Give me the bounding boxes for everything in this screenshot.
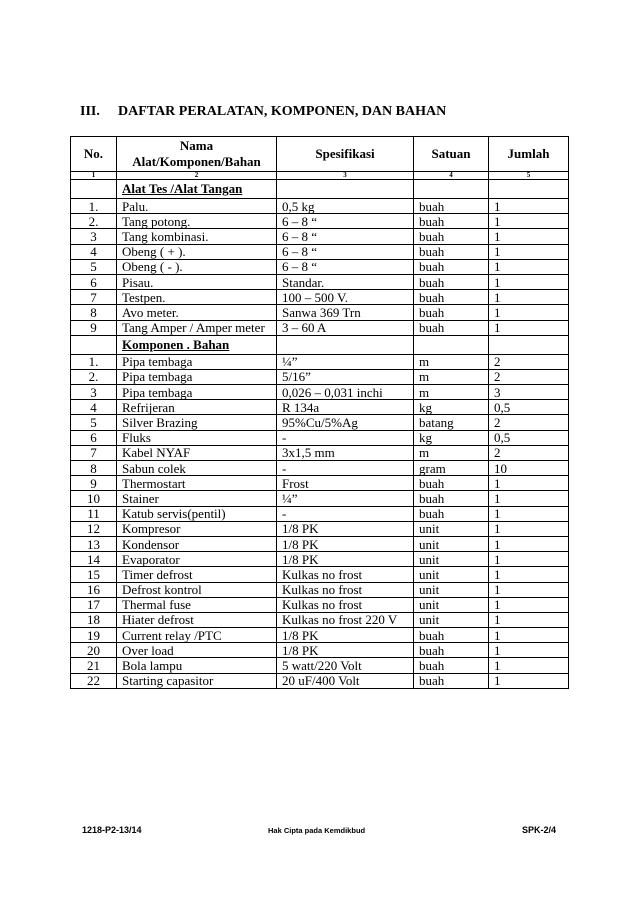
table-row xyxy=(71,229,569,244)
cell-jumlah: 1 xyxy=(489,244,569,259)
cell-jumlah: 2 xyxy=(489,369,569,384)
cell-satuan: kg xyxy=(414,400,489,415)
cell-spesifikasi: 5 watt/220 Volt xyxy=(277,658,414,673)
cell-no: 10 xyxy=(71,491,117,506)
table-row xyxy=(71,476,569,491)
table-row xyxy=(71,612,569,627)
cell-jumlah: 1 xyxy=(489,521,569,536)
cell-no: 9 xyxy=(71,320,117,335)
cell-no: 13 xyxy=(71,536,117,551)
cell-satuan: m xyxy=(414,445,489,460)
cell-no: 1. xyxy=(71,354,117,369)
cell-satuan: unit xyxy=(414,536,489,551)
table-row xyxy=(71,415,569,430)
cell-nama: Starting capasitor xyxy=(117,673,277,688)
cell-no: 14 xyxy=(71,552,117,567)
cell-jumlah: 1 xyxy=(489,305,569,320)
cell-satuan: buah xyxy=(414,628,489,643)
cell-no: 2. xyxy=(71,214,117,229)
cell-jumlah: 1 xyxy=(489,199,569,214)
cell-nama: Pipa tembaga xyxy=(117,354,277,369)
cell-satuan: buah xyxy=(414,259,489,274)
cell-spesifikasi: Kulkas no frost xyxy=(277,567,414,582)
cell-jumlah: 1 xyxy=(489,536,569,551)
cell-jumlah: 1 xyxy=(489,290,569,305)
cell-nama: Hiater defrost xyxy=(117,612,277,627)
cell-spesifikasi: 6 – 8 “ xyxy=(277,229,414,244)
cell-jumlah: 10 xyxy=(489,461,569,476)
cell-satuan: buah xyxy=(414,491,489,506)
cell-no: 12 xyxy=(71,521,117,536)
cell-nama: Pisau. xyxy=(117,274,277,289)
header-spesifikasi: Spesifikasi xyxy=(277,137,414,172)
empty-cell xyxy=(71,335,117,354)
cell-jumlah: 1 xyxy=(489,628,569,643)
group-title-row xyxy=(71,335,569,354)
footer-left: 1218-P2-13/14 xyxy=(82,825,142,835)
cell-nama: Kondensor xyxy=(117,536,277,551)
table-row xyxy=(71,658,569,673)
cell-no: 3 xyxy=(71,385,117,400)
table-row xyxy=(71,506,569,521)
cell-jumlah: 1 xyxy=(489,229,569,244)
cell-no: 15 xyxy=(71,567,117,582)
cell-jumlah: 1 xyxy=(489,643,569,658)
cell-no: 20 xyxy=(71,643,117,658)
cell-nama: Thermal fuse xyxy=(117,597,277,612)
cell-spesifikasi: Sanwa 369 Trn xyxy=(277,305,414,320)
cell-spesifikasi: 3x1,5 mm xyxy=(277,445,414,460)
column-index: 2 xyxy=(117,172,277,180)
table-header-row xyxy=(71,137,569,172)
cell-nama: Silver Brazing xyxy=(117,415,277,430)
table-row xyxy=(71,491,569,506)
cell-spesifikasi: Kulkas no frost xyxy=(277,582,414,597)
cell-jumlah: 1 xyxy=(489,259,569,274)
cell-spesifikasi: ¼” xyxy=(277,354,414,369)
cell-no: 3 xyxy=(71,229,117,244)
group-title: Alat Tes /Alat Tangan xyxy=(117,180,277,199)
table-row xyxy=(71,244,569,259)
cell-spesifikasi: 6 – 8 “ xyxy=(277,244,414,259)
equipment-table xyxy=(70,136,569,689)
cell-nama: Bola lampu xyxy=(117,658,277,673)
cell-satuan: buah xyxy=(414,643,489,658)
empty-cell xyxy=(277,180,414,199)
cell-jumlah: 2 xyxy=(489,415,569,430)
cell-jumlah: 1 xyxy=(489,274,569,289)
cell-no: 19 xyxy=(71,628,117,643)
cell-no: 5 xyxy=(71,415,117,430)
cell-satuan: buah xyxy=(414,320,489,335)
table-row xyxy=(71,643,569,658)
cell-spesifikasi: 1/8 PK xyxy=(277,643,414,658)
cell-satuan: buah xyxy=(414,305,489,320)
footer-right: SPK-2/4 xyxy=(522,825,557,835)
cell-nama: Fluks xyxy=(117,430,277,445)
header-nama-line1: Nama xyxy=(179,138,214,153)
cell-spesifikasi: Standar. xyxy=(277,274,414,289)
cell-nama: Katub servis(pentil) xyxy=(117,506,277,521)
header-nama-line2: Alat/Komponen/Bahan xyxy=(132,154,261,169)
cell-spesifikasi: 0,5 kg xyxy=(277,199,414,214)
cell-spesifikasi: 1/8 PK xyxy=(277,552,414,567)
cell-nama: Sabun colek xyxy=(117,461,277,476)
cell-jumlah: 2 xyxy=(489,354,569,369)
cell-no: 7 xyxy=(71,290,117,305)
cell-jumlah: 1 xyxy=(489,567,569,582)
section-heading xyxy=(80,104,446,120)
cell-jumlah: 1 xyxy=(489,214,569,229)
cell-satuan: buah xyxy=(414,658,489,673)
cell-nama: Pipa tembaga xyxy=(117,385,277,400)
cell-no: 2. xyxy=(71,369,117,384)
cell-nama: Pipa tembaga xyxy=(117,369,277,384)
cell-spesifikasi: 1/8 PK xyxy=(277,628,414,643)
cell-satuan: buah xyxy=(414,506,489,521)
cell-jumlah: 1 xyxy=(489,491,569,506)
empty-cell xyxy=(489,180,569,199)
table-row xyxy=(71,214,569,229)
cell-satuan: buah xyxy=(414,244,489,259)
cell-satuan: buah xyxy=(414,229,489,244)
table-row xyxy=(71,354,569,369)
cell-jumlah: 1 xyxy=(489,673,569,688)
cell-jumlah: 2 xyxy=(489,445,569,460)
empty-cell xyxy=(489,335,569,354)
cell-nama: Avo meter. xyxy=(117,305,277,320)
table-row xyxy=(71,582,569,597)
cell-satuan: buah xyxy=(414,214,489,229)
header-nama xyxy=(117,137,277,172)
column-index: 3 xyxy=(277,172,414,180)
cell-satuan: batang xyxy=(414,415,489,430)
cell-satuan: unit xyxy=(414,552,489,567)
cell-spesifikasi: 1/8 PK xyxy=(277,521,414,536)
table-row xyxy=(71,320,569,335)
cell-nama: Refrijeran xyxy=(117,400,277,415)
cell-nama: Tang kombinasi. xyxy=(117,229,277,244)
cell-jumlah: 1 xyxy=(489,582,569,597)
table-row xyxy=(71,536,569,551)
cell-satuan: unit xyxy=(414,597,489,612)
cell-satuan: buah xyxy=(414,274,489,289)
cell-spesifikasi: - xyxy=(277,461,414,476)
cell-nama: Stainer xyxy=(117,491,277,506)
cell-no: 21 xyxy=(71,658,117,673)
cell-no: 16 xyxy=(71,582,117,597)
header-jumlah: Jumlah xyxy=(489,137,569,172)
cell-no: 4 xyxy=(71,400,117,415)
cell-spesifikasi: 0,026 – 0,031 inchi xyxy=(277,385,414,400)
cell-nama: Tang Amper / Amper meter xyxy=(117,320,277,335)
cell-spesifikasi: Frost xyxy=(277,476,414,491)
cell-no: 8 xyxy=(71,305,117,320)
cell-spesifikasi: 5/16” xyxy=(277,369,414,384)
cell-satuan: unit xyxy=(414,612,489,627)
cell-no: 6 xyxy=(71,430,117,445)
table-body xyxy=(71,180,569,689)
column-index: 4 xyxy=(414,172,489,180)
cell-spesifikasi: - xyxy=(277,430,414,445)
cell-nama: Tang potong. xyxy=(117,214,277,229)
cell-no: 1. xyxy=(71,199,117,214)
table-row xyxy=(71,597,569,612)
cell-no: 17 xyxy=(71,597,117,612)
cell-no: 6 xyxy=(71,274,117,289)
empty-cell xyxy=(277,335,414,354)
cell-spesifikasi: ¼” xyxy=(277,491,414,506)
cell-jumlah: 0,5 xyxy=(489,430,569,445)
cell-no: 9 xyxy=(71,476,117,491)
table-row xyxy=(71,430,569,445)
table-row xyxy=(71,385,569,400)
cell-spesifikasi: 6 – 8 “ xyxy=(277,259,414,274)
table-row xyxy=(71,673,569,688)
table-row xyxy=(71,369,569,384)
group-title: Komponen . Bahan xyxy=(117,335,277,354)
table-row xyxy=(71,400,569,415)
column-index: 5 xyxy=(489,172,569,180)
cell-no: 5 xyxy=(71,259,117,274)
cell-spesifikasi: 3 – 60 A xyxy=(277,320,414,335)
table-row xyxy=(71,461,569,476)
cell-spesifikasi: 100 – 500 V. xyxy=(277,290,414,305)
cell-spesifikasi: 1/8 PK xyxy=(277,536,414,551)
cell-jumlah: 3 xyxy=(489,385,569,400)
table-row xyxy=(71,259,569,274)
cell-satuan: buah xyxy=(414,673,489,688)
cell-nama: Palu. xyxy=(117,199,277,214)
cell-satuan: m xyxy=(414,354,489,369)
cell-nama: Over load xyxy=(117,643,277,658)
cell-no: 18 xyxy=(71,612,117,627)
cell-satuan: buah xyxy=(414,290,489,305)
cell-nama: Thermostart xyxy=(117,476,277,491)
table-row xyxy=(71,567,569,582)
cell-satuan: unit xyxy=(414,567,489,582)
column-index-row xyxy=(71,172,569,180)
table-row xyxy=(71,290,569,305)
cell-spesifikasi: R 134a xyxy=(277,400,414,415)
cell-satuan: unit xyxy=(414,582,489,597)
empty-cell xyxy=(414,180,489,199)
cell-nama: Obeng ( - ). xyxy=(117,259,277,274)
cell-nama: Current relay /PTC xyxy=(117,628,277,643)
cell-nama: Testpen. xyxy=(117,290,277,305)
group-title-row xyxy=(71,180,569,199)
cell-satuan: buah xyxy=(414,476,489,491)
cell-satuan: unit xyxy=(414,521,489,536)
cell-jumlah: 1 xyxy=(489,658,569,673)
table-row xyxy=(71,521,569,536)
cell-spesifikasi: 6 – 8 “ xyxy=(277,214,414,229)
cell-spesifikasi: 95%Cu/5%Ag xyxy=(277,415,414,430)
cell-no: 22 xyxy=(71,673,117,688)
table-row xyxy=(71,552,569,567)
table-row xyxy=(71,445,569,460)
table-row xyxy=(71,628,569,643)
cell-jumlah: 1 xyxy=(489,612,569,627)
cell-spesifikasi: 20 uF/400 Volt xyxy=(277,673,414,688)
cell-satuan: m xyxy=(414,385,489,400)
header-satuan: Satuan xyxy=(414,137,489,172)
footer-center: Hak Cipta pada Kemdikbud xyxy=(268,826,366,835)
cell-nama: Obeng ( + ). xyxy=(117,244,277,259)
cell-satuan: kg xyxy=(414,430,489,445)
header-no: No. xyxy=(71,137,117,172)
cell-no: 4 xyxy=(71,244,117,259)
cell-spesifikasi: Kulkas no frost xyxy=(277,597,414,612)
cell-spesifikasi: - xyxy=(277,506,414,521)
cell-jumlah: 1 xyxy=(489,597,569,612)
cell-nama: Defrost kontrol xyxy=(117,582,277,597)
cell-satuan: m xyxy=(414,369,489,384)
cell-jumlah: 1 xyxy=(489,552,569,567)
column-index: 1 xyxy=(71,172,117,180)
cell-jumlah: 1 xyxy=(489,506,569,521)
cell-jumlah: 1 xyxy=(489,476,569,491)
cell-nama: Timer defrost xyxy=(117,567,277,582)
cell-jumlah: 0,5 xyxy=(489,400,569,415)
table-row xyxy=(71,199,569,214)
cell-nama: Evaporator xyxy=(117,552,277,567)
cell-jumlah: 1 xyxy=(489,320,569,335)
cell-spesifikasi: Kulkas no frost 220 V xyxy=(277,612,414,627)
table-row xyxy=(71,305,569,320)
table-row xyxy=(71,274,569,289)
empty-cell xyxy=(71,180,117,199)
cell-nama: Kompresor xyxy=(117,521,277,536)
cell-no: 8 xyxy=(71,461,117,476)
empty-cell xyxy=(414,335,489,354)
cell-no: 11 xyxy=(71,506,117,521)
section-title: DAFTAR PERALATAN, KOMPONEN, DAN BAHAN xyxy=(118,104,447,119)
section-number: III. xyxy=(80,104,100,119)
cell-satuan: gram xyxy=(414,461,489,476)
cell-satuan: buah xyxy=(414,199,489,214)
cell-nama: Kabel NYAF xyxy=(117,445,277,460)
cell-no: 7 xyxy=(71,445,117,460)
